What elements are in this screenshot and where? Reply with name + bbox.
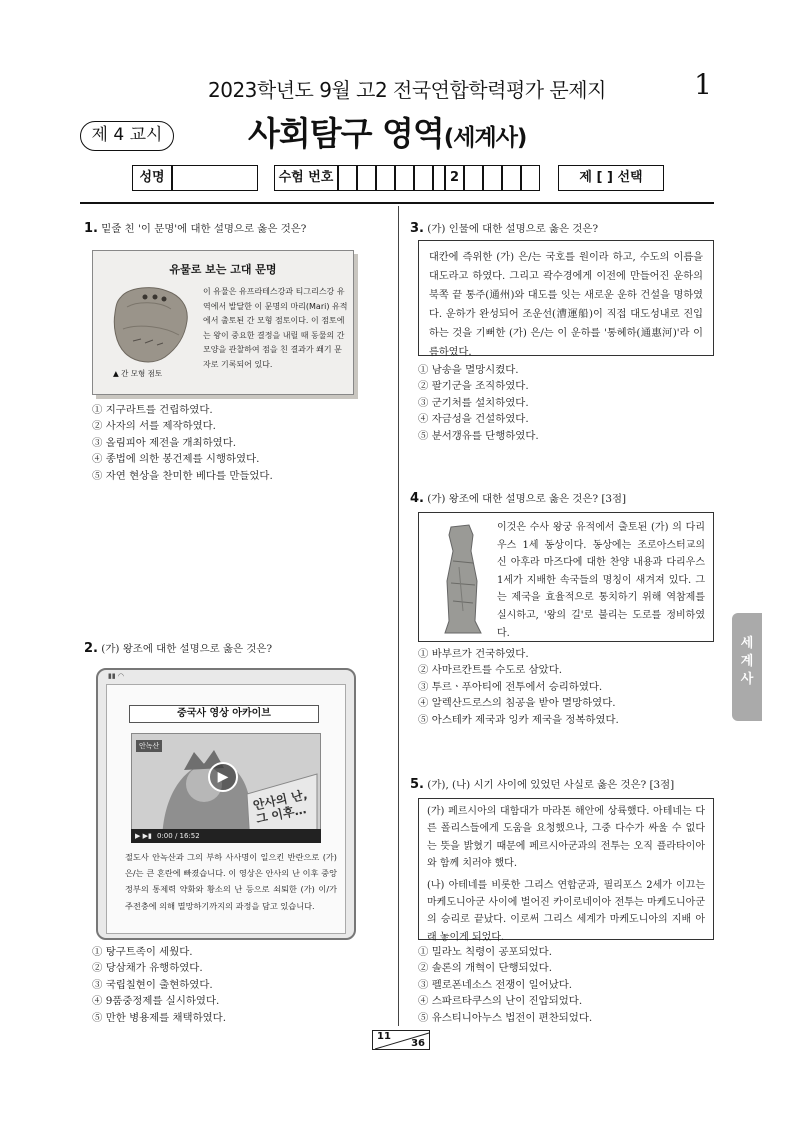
info-bar: [0, 165, 800, 191]
exam-no-label: 수험 번호: [274, 165, 338, 191]
choice[interactable]: ① 밀라노 칙령이 공포되었다.: [418, 946, 553, 958]
video-control-bar[interactable]: [131, 829, 321, 843]
q4-choices: [418, 646, 619, 728]
exam-no-box[interactable]: [483, 165, 502, 191]
subject-sub: (세계사): [443, 125, 527, 151]
choice[interactable]: ⑤ 아스테카 제국과 잉카 제국을 정복하였다.: [418, 713, 619, 726]
choice[interactable]: ③ 국립칠현이 출현하였다.: [92, 978, 213, 991]
name-field[interactable]: [172, 165, 258, 191]
clay-liver-model-image: [109, 283, 197, 367]
choice[interactable]: ③ 펠로폰네소스 전쟁이 일어났다.: [418, 978, 573, 991]
q3-choices: [418, 362, 539, 444]
page-counter: [372, 1030, 430, 1050]
tablet-status-icons: ▮▮ ◠: [108, 672, 125, 680]
choice[interactable]: ① 탕구트족이 세웠다.: [92, 946, 193, 958]
darius-statue-image: [433, 521, 493, 635]
exam-no-box[interactable]: [521, 165, 540, 191]
q2-stem-text: (가) 왕조에 대한 설명으로 옳은 것은?: [101, 643, 273, 655]
footer-total: 36: [411, 1038, 425, 1049]
choice[interactable]: ⑤ 유스티니아누스 법전이 편찬되었다.: [418, 1011, 593, 1024]
q2-tablet: [96, 668, 356, 940]
exam-no-box[interactable]: [395, 165, 414, 191]
q3-stem-text: (가) 인물에 대한 설명으로 옳은 것은?: [427, 223, 599, 235]
subject-main: 사회탐구 영역: [248, 114, 444, 153]
choice[interactable]: ③ 군기처를 설치하였다.: [418, 396, 529, 409]
footer-page: 11: [377, 1031, 391, 1042]
q1-stem: [84, 220, 306, 236]
q4-number: 4.: [410, 491, 424, 506]
poster-title: 유물로 보는 고대 문명: [169, 263, 277, 276]
play-pause-icon[interactable]: ▶ ▶▮: [135, 832, 152, 840]
exam-no-box[interactable]: [414, 165, 433, 191]
q4-stem-text: (가) 왕조에 대한 설명으로 옳은 것은? [3점]: [427, 493, 627, 505]
q1-number: 1.: [84, 221, 98, 236]
q2-choices: [92, 944, 226, 1026]
exam-no-box[interactable]: [338, 165, 357, 191]
q5-choices: [418, 944, 592, 1026]
choice[interactable]: ③ 올림피아 제전을 개최하였다.: [92, 436, 237, 449]
exam-title: 2023학년도 9월 고2 전국연합학력평가 문제지: [208, 78, 606, 102]
exam-no-digit: 2: [445, 165, 464, 191]
q3-stem: [410, 220, 598, 236]
choice[interactable]: ② 사자의 서를 제작하였다.: [92, 420, 216, 433]
exam-no-box[interactable]: [433, 165, 445, 191]
archive-title: 중국사 영상 아카이브: [129, 705, 319, 723]
period-badge: 제 4 교시: [80, 121, 174, 151]
q5-stem: [410, 776, 674, 792]
subject-title: [248, 108, 526, 155]
q3-passage: 대칸에 즉위한 (가) 은/는 국호를 원이라 하고, 수도의 이름을 대도라고 하였다. 그리고 곽수경에게 이전에 만들어진 운하의 북쪽 끝 통주(通州)와 대도를 잇는 새로운 운하 건설을 명하였다. 운하가 완성되어 조운선(漕運船)이 직접 대도성내로 진입하는 것을 기뻐한 (가) 은/는 이 운하를 '통혜하(通惠河)'라 이름하였다.: [418, 240, 714, 356]
choice[interactable]: ② 당삼채가 유행하였다.: [92, 962, 203, 975]
q4-stem: [410, 490, 626, 506]
subject-side-tab: 세 계 사: [732, 613, 762, 721]
q2-number: 2.: [84, 641, 98, 656]
q1-choices: [92, 402, 273, 484]
choice[interactable]: ④ 자금성을 건설하였다.: [418, 413, 529, 426]
choice[interactable]: ③ 투르ㆍ푸아티에 전투에서 승리하였다.: [418, 680, 603, 693]
choice[interactable]: ① 바부르가 건국하였다.: [418, 648, 529, 660]
exam-no-box[interactable]: [464, 165, 483, 191]
video-label: 안녹산: [136, 740, 162, 752]
q5-passage-na: (나) 아테네를 비롯한 그리스 연합군과, 필리포스 2세가 이끄는 마케도니아군 사이에 벌어진 카이로네이아 전투는 마케도니아군의 승리로 끝났다. 이로써 그리스 세계가 마케도니아의 지배 아래 놓이게 되었다.: [427, 879, 705, 943]
choice[interactable]: ① 지구라트를 건립하였다.: [92, 404, 213, 416]
exam-no-box[interactable]: [357, 165, 376, 191]
name-label: 성명: [132, 165, 172, 191]
poster-caption: ▲ 간 모형 점토: [113, 369, 163, 378]
tablet-body: 절도사 안녹산과 그의 부하 사사명이 일으킨 반란으로 (가) 은/는 큰 혼란에 빠졌습니다. 이 영상은 안사의 난 이후 중앙 정부의 통제력 약화와 황소의 난 등으로 쇠퇴한 (가) 이/가 주전충에 의해 멸망하기까지의 과정을 담고 있습니다.: [125, 852, 337, 911]
header-rule: [80, 202, 714, 204]
q1-poster: [92, 250, 354, 395]
choice[interactable]: ② 사마르칸트를 수도로 삼았다.: [418, 664, 563, 677]
q2-stem: [84, 640, 272, 656]
video-caption: 안사의 난, 그 이후…: [251, 787, 309, 827]
choice[interactable]: ② 팔기군을 조직하였다.: [418, 380, 529, 393]
choice[interactable]: ④ 종법에 의한 봉건제를 시행하였다.: [92, 453, 260, 466]
video-time: 0:00 / 16:52: [157, 832, 200, 840]
q5-passage-box: [418, 798, 714, 943]
q4-passage-text: 이것은 수사 왕궁 유적에서 출토된 (가) 의 다리우스 1세 동상이다. 동상에는 조로아스터교의 신 아후라 마즈다에 대한 찬양 내용과 다리우스 1세가 지배한 속국들의 명칭이 새겨져 있다. 그는 제국을 효율적으로 통치하기 위해 역참제를 실시하고, '왕의 길'로 불리는 도로를 정비하였다.: [497, 522, 705, 639]
q5-stem-text: (가), (나) 시기 사이에 있었던 사실로 옳은 것은? [3점]: [427, 779, 675, 791]
choice[interactable]: ⑤ 만한 병용제를 채택하였다.: [92, 1011, 227, 1024]
poster-text: 이 유물은 유프라테스강과 티그리스강 유역에서 발달한 이 문명의 마리(Mari) 유적에서 출토된 간 모형 점토이다. 이 점토에는 왕이 중요한 결정을 내릴 때 동물의 간 모양을 관찰하여 점을 친 결과가 쐐기 문자로 기록되어 있다.: [203, 287, 348, 369]
choice[interactable]: ⑤ 자연 현상을 찬미한 베다를 만들었다.: [92, 469, 273, 482]
tablet-screen: [106, 684, 346, 934]
q1-stem-text: 밑줄 친 '이 문명'에 대한 설명으로 옳은 것은?: [101, 223, 307, 235]
page-number: 1: [694, 68, 712, 101]
video-player[interactable]: [131, 733, 321, 843]
q5-number: 5.: [410, 777, 424, 792]
choice[interactable]: ④ 스파르타쿠스의 난이 진압되었다.: [418, 995, 583, 1008]
exam-no-box[interactable]: [502, 165, 521, 191]
q4-passage-box: [418, 512, 714, 642]
choice[interactable]: ④ 9품중정제를 실시하였다.: [92, 995, 220, 1008]
q5-passage-ga: (가) 페르시아의 대함대가 마라톤 해안에 상륙했다. 아테네는 다른 폴리스들에게 도움을 요청했으나, 그중 다수가 싸울 수 없다는 뜻을 밝혔기 때문에 페르시아군과의 전투는 오직 플라타이아와 함께 치러야 했다.: [427, 806, 705, 870]
play-icon[interactable]: ▶: [208, 762, 238, 792]
select-label: 제 [ ] 선택: [558, 165, 664, 191]
choice[interactable]: ① 남송을 멸망시켰다.: [418, 364, 519, 376]
column-divider: [398, 206, 399, 1026]
choice[interactable]: ⑤ 분서갱유를 단행하였다.: [418, 429, 539, 442]
q3-number: 3.: [410, 221, 424, 236]
choice[interactable]: ② 솔론의 개혁이 단행되었다.: [418, 962, 553, 975]
choice[interactable]: ④ 알렉산드로스의 침공을 받아 멸망하였다.: [418, 697, 616, 710]
exam-no-box[interactable]: [376, 165, 395, 191]
